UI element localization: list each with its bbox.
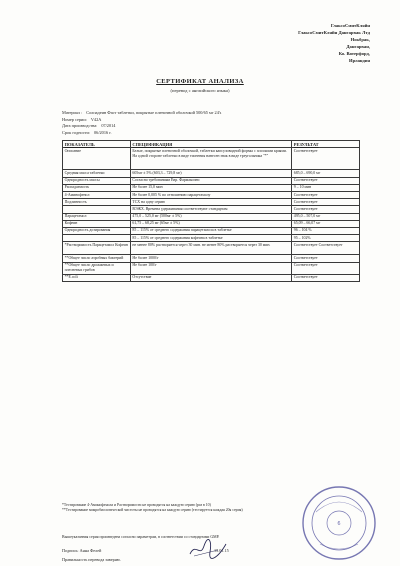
table-row bbox=[63, 177, 360, 184]
table-row bbox=[63, 213, 360, 220]
cell-specification: Не более 1000/г bbox=[130, 255, 291, 262]
spec-table bbox=[62, 140, 360, 282]
cell-specification: Не более 100/г bbox=[130, 262, 291, 274]
table-row bbox=[63, 184, 360, 191]
header-specification: СПЕЦИФИКАЦИЯ bbox=[130, 141, 291, 148]
batch-info bbox=[62, 110, 221, 136]
table-row bbox=[63, 262, 360, 274]
cell-result: 685,0 – 690,0 мг bbox=[292, 170, 360, 177]
company-line: Ирландия bbox=[349, 58, 370, 63]
table-row bbox=[63, 148, 360, 170]
meta-row: Дата производства: 07/2014 bbox=[62, 123, 116, 129]
cell-specification: Согласно требованиям Евр. Фармакопеи bbox=[130, 177, 291, 184]
signature-mark bbox=[188, 538, 228, 560]
cell-specification: Отсутствие bbox=[130, 274, 291, 281]
cell-result: Соответствует bbox=[292, 177, 360, 184]
cell-parameter: Кофеин bbox=[63, 220, 131, 227]
cell-specification: 605мг ± 5% (603,3 – 729,8 мг) bbox=[130, 170, 291, 177]
cell-parameter: Однородность массы bbox=[63, 177, 131, 184]
table-row bbox=[63, 220, 360, 227]
table-row bbox=[63, 199, 360, 206]
cell-specification: 475,0 – 525,0 мг (500мг ± 5%) bbox=[130, 213, 291, 220]
cell-result: 9 – 10 мин bbox=[292, 184, 360, 191]
cell-specification: не менее 80% растворяется через 30 мин. не менее 80% растворяется через 30 мин. bbox=[130, 242, 291, 255]
cell-result: Соответствует bbox=[292, 255, 360, 262]
header-result: РЕЗУЛЬТАТ bbox=[292, 141, 360, 148]
company-line: ГлаксоСмитКляйн Дангарвак Лтд bbox=[298, 30, 370, 35]
footnote: **Тестирование микробиологической чистоты не проводятся на каждую серию (тестируется каждая 20я серия) bbox=[62, 508, 243, 512]
meta-row: Срок годности: 06/2016 г. bbox=[62, 129, 112, 135]
cell-specification: ВЭЖХ. Времена удерживания соответствуют стандартам bbox=[130, 206, 291, 213]
cell-parameter: Подлинность bbox=[63, 199, 131, 206]
cell-result: 495,0 – 507,0 мг bbox=[292, 213, 360, 220]
meta-row: Номер серии: V42A bbox=[62, 116, 102, 122]
spec-table-body bbox=[63, 148, 360, 282]
table-row bbox=[63, 170, 360, 177]
meta-row: Материал : Солпадеин Фаст таблетки, покрытые пленочной оболочкой 500/65 мг 24's bbox=[62, 110, 222, 115]
document-subtitle: (перевод с английского языка) bbox=[170, 88, 230, 93]
cell-parameter: *Растворимость Парацетамол Кофеин bbox=[63, 242, 131, 255]
table-row bbox=[63, 255, 360, 262]
cell-parameter: Описание bbox=[63, 148, 131, 170]
document-title: СЕРТИФИКАТ АНАЛИЗА bbox=[156, 78, 244, 85]
cell-parameter: **Общее число аэробных бактерий bbox=[63, 255, 131, 262]
cell-specification: Белые, покрытые пленочной оболочкой, таблетки капсуловидной формы с плоскими краями. На одной стороне таблетки в виде тиснения нанесен знак в виде треугольника "*" bbox=[130, 148, 291, 170]
company-line: Ко. Ватерфорд, bbox=[338, 51, 370, 56]
table-row bbox=[63, 191, 360, 198]
cell-result: Соответствует bbox=[292, 148, 360, 170]
cell-result: 95 – 102% bbox=[292, 235, 360, 242]
cell-parameter bbox=[63, 206, 131, 213]
cell-specification: 85 – 115% от среднего содержания парацетамола в таблетке bbox=[130, 227, 291, 234]
cell-parameter: **Общее число дрожжевых и плесневых грибов bbox=[63, 262, 131, 274]
cell-specification: 85 – 115% от среднего содержания кофеина в таблетке bbox=[130, 235, 291, 242]
cell-specification: ТСХ на одну серию bbox=[130, 199, 291, 206]
svg-text:6: 6 bbox=[337, 521, 341, 527]
company-line: Дангарван, bbox=[346, 44, 370, 49]
cell-specification: Не более 15,0 мин bbox=[130, 184, 291, 191]
table-row bbox=[63, 274, 360, 281]
company-line: ГлаксоСмитКляйн bbox=[330, 23, 370, 28]
cell-parameter bbox=[63, 235, 131, 242]
seal-stamp bbox=[300, 484, 378, 562]
cell-parameter: Распадаемость bbox=[63, 184, 131, 191]
footnote: *Тестирование 4-Аминофенола и Растворимости не проводятся на каждую серию (раз в 10) bbox=[62, 503, 211, 507]
signed-by: Подпись: Анна Фелей bbox=[62, 548, 102, 553]
company-address bbox=[200, 22, 370, 64]
cell-result: 96 – 104 % bbox=[292, 227, 360, 234]
company-line: Нокбрак, bbox=[350, 37, 370, 42]
header-parameter: ПОКАЗАТЕЛЬ bbox=[63, 141, 131, 148]
cell-result: 65,09 – 66,07 мг bbox=[292, 220, 360, 227]
table-row bbox=[63, 235, 360, 242]
cell-result: Соответствует Соответствует bbox=[292, 242, 360, 255]
cell-result: Соответствует bbox=[292, 199, 360, 206]
table-header-row bbox=[63, 141, 360, 148]
cell-result: Соответствует bbox=[292, 191, 360, 198]
cell-parameter: 4-Аминофенол bbox=[63, 191, 131, 198]
cell-parameter: Парацетамол bbox=[63, 213, 131, 220]
cell-specification: Не более 0,005 % по отношению парацетамолу bbox=[130, 191, 291, 198]
cell-parameter: Однородность дозирования bbox=[63, 227, 131, 234]
cell-result: Соответствует bbox=[292, 262, 360, 274]
translation-note: Правильность перевода заверяю. bbox=[62, 557, 121, 562]
cell-parameter: **E.coli bbox=[63, 274, 131, 281]
table-row bbox=[63, 206, 360, 213]
table-row bbox=[63, 227, 360, 234]
table-row bbox=[63, 242, 360, 255]
cell-result: Соответствует bbox=[292, 206, 360, 213]
conclusion-text: Вышеуказанная серия произведена согласно параметрам, в соответствии со стандартами GMP. bbox=[62, 535, 220, 539]
cell-result: Соответствует bbox=[292, 274, 360, 281]
cell-parameter: Средняя масса таблетки bbox=[63, 170, 131, 177]
cell-specification: 61,75 – 68,25 мг (65мг ± 5%) bbox=[130, 220, 291, 227]
signed-date: 15.01.15 bbox=[214, 548, 229, 553]
